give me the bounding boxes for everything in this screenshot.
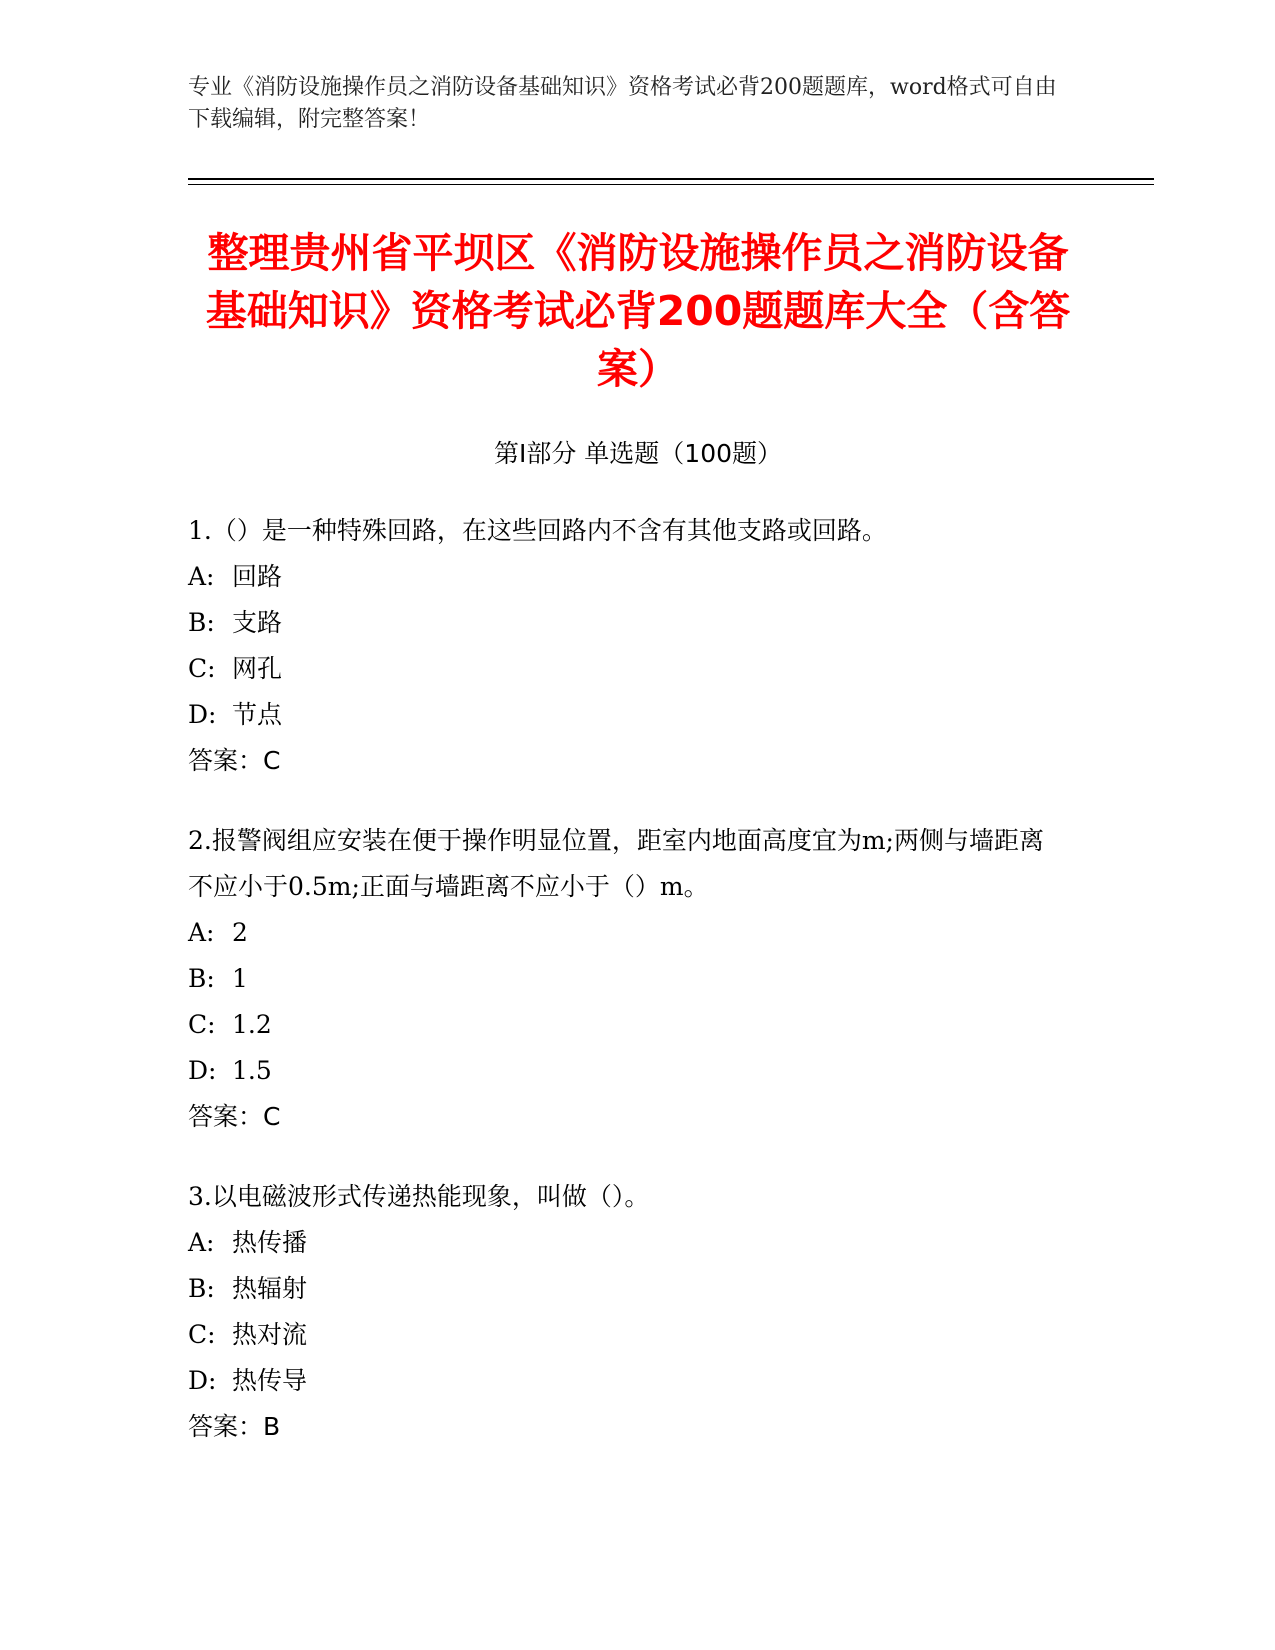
- question-3: [188, 1174, 1068, 1450]
- option-text: 热对流: [232, 1320, 308, 1349]
- option-text: 1.5: [232, 1056, 272, 1085]
- option-key: A:: [188, 562, 215, 591]
- question-stem: 1.（）是一种特殊回路，在这些回路内不含有其他支路或回路。: [188, 516, 887, 545]
- option-key: D:: [188, 1056, 217, 1085]
- option-a: [188, 554, 1068, 600]
- answer: 答案：C: [188, 1102, 281, 1131]
- header-divider-thin: [188, 184, 1154, 185]
- option-text: 节点: [232, 700, 283, 729]
- header-divider-thick: [188, 178, 1154, 180]
- option-text: 热传播: [232, 1228, 308, 1257]
- option-text: 1: [232, 964, 248, 993]
- question-stem: 2.报警阀组应安装在便于操作明显位置，距室内地面高度宜为m;两侧与墙距离不应小于0.5m;正面与墙距离不应小于（）m。: [188, 826, 1044, 901]
- document-title: 整理贵州省平坝区《消防设施操作员之消防设备基础知识》资格考试必背200题题库大全（含答案）: [205, 229, 1071, 393]
- section-title: 第Ⅰ部分 单选题（100题）: [493, 439, 783, 468]
- option-key: D:: [188, 700, 217, 729]
- option-d: [188, 1048, 1068, 1094]
- option-key: D:: [188, 1366, 217, 1395]
- option-b: [188, 1266, 1068, 1312]
- question-1: [188, 508, 1068, 784]
- option-text: 支路: [232, 608, 283, 637]
- option-key: C:: [188, 1010, 216, 1039]
- option-c: [188, 646, 1068, 692]
- option-d: [188, 1358, 1068, 1404]
- option-text: 1.2: [232, 1010, 272, 1039]
- option-c: [188, 1312, 1068, 1358]
- option-key: A:: [188, 1228, 215, 1257]
- option-key: B:: [188, 964, 215, 993]
- answer: 答案：B: [188, 1412, 281, 1441]
- option-a: [188, 910, 1068, 956]
- option-a: [188, 1220, 1068, 1266]
- question-2: [188, 818, 1068, 1140]
- header-note: 专业《消防设施操作员之消防设备基础知识》资格考试必背200题题库，word格式可自由下载编辑，附完整答案！: [188, 75, 1057, 132]
- option-key: C:: [188, 654, 216, 683]
- option-text: 网孔: [232, 654, 283, 683]
- option-text: 热传导: [232, 1366, 308, 1395]
- option-key: B:: [188, 1274, 215, 1303]
- option-key: A:: [188, 918, 215, 947]
- option-c: [188, 1002, 1068, 1048]
- option-b: [188, 956, 1068, 1002]
- option-key: C:: [188, 1320, 216, 1349]
- option-text: 回路: [232, 562, 283, 591]
- question-stem: 3.以电磁波形式传递热能现象，叫做（）。: [188, 1182, 650, 1211]
- option-text: 2: [232, 918, 248, 947]
- option-key: B:: [188, 608, 215, 637]
- answer: 答案：C: [188, 746, 281, 775]
- option-d: [188, 692, 1068, 738]
- option-text: 热辐射: [232, 1274, 308, 1303]
- option-b: [188, 600, 1068, 646]
